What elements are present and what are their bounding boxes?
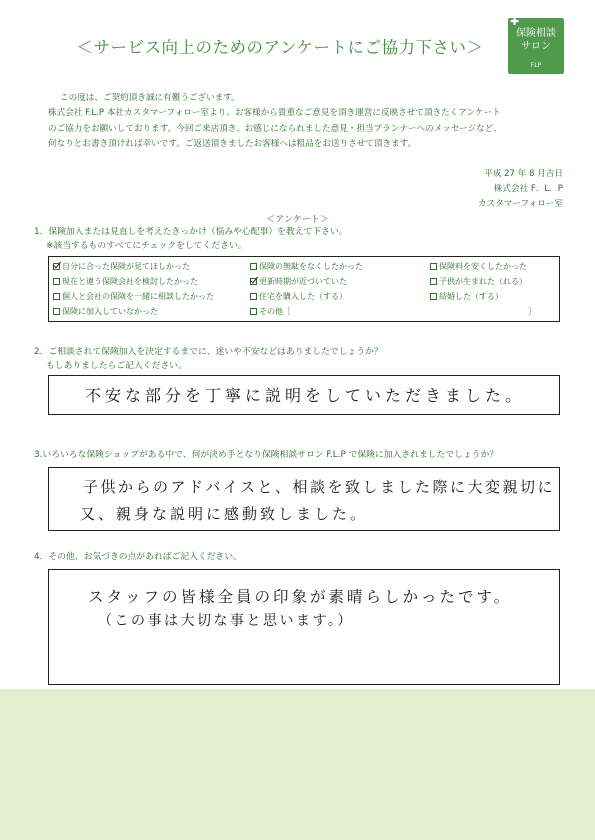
- handwritten-answer-q4-line2: （この事は大切な事と思います。）: [98, 613, 354, 629]
- handwritten-answer-q3-line2: 又、親身な説明に感動致しました。: [80, 505, 369, 523]
- handwritten-answer-q3-line1: 子供からのアドバイスと、相談を致しました際に大変親切に: [83, 478, 556, 496]
- q1-option[interactable]: [430, 291, 503, 302]
- question-2-text-line2: もしありましたらご記入ください。: [46, 360, 187, 371]
- question-2-text: 2．ご相談されて保険加入を決定するまでに、迷いや不安などはありましたでしょうか？: [34, 347, 383, 357]
- issue-date: 平成 27 年 8 月吉日: [484, 169, 563, 179]
- intro-line: 何なりとお書き頂ければ幸いです。ご返送頂きましたお客様へは粗品をお送りさせて頂きます。: [48, 139, 417, 150]
- question-3: [34, 449, 498, 463]
- q1-option[interactable]: [53, 291, 214, 302]
- question-1: [34, 226, 348, 253]
- other-bracket-close: ］: [528, 307, 536, 316]
- q1-option[interactable]: [250, 291, 347, 302]
- checkbox[interactable]: [250, 308, 257, 315]
- q1-option[interactable]: [250, 261, 363, 272]
- checkbox[interactable]: [250, 293, 257, 300]
- option-label: 保険の無駄をなくしたかった: [259, 262, 363, 271]
- option-label: 更新時期が近づいていた: [259, 277, 347, 286]
- option-label: その他［: [259, 307, 291, 316]
- option-label: 自分に合った保険が見てほしかった: [62, 262, 190, 271]
- checkbox[interactable]: [53, 308, 60, 315]
- logo-mark: FLP: [530, 62, 542, 69]
- checkbox[interactable]: [430, 278, 437, 285]
- intro-line: のご協力をお願いしております。今回ご来店頂き、お感じになられました意見・担当プランナーへのメッセージなど、: [48, 123, 502, 134]
- option-label: 現在と違う保険会社を検討したかった: [62, 277, 198, 286]
- bottom-background: [0, 689, 595, 840]
- intro-paragraph: [48, 91, 568, 153]
- survey-title: ＜アンケート＞: [266, 215, 329, 225]
- department-name: カスタマーフォロー室: [477, 198, 563, 209]
- option-label: 保険に加入していなかった: [62, 307, 158, 316]
- intro-line: この度は、ご契約頂き誠に有難うございます。: [60, 93, 240, 103]
- checkbox[interactable]: [53, 278, 60, 285]
- option-label: 住宅を購入した（する）: [259, 292, 347, 301]
- company-name: 株式会社 F．L．P: [493, 183, 563, 194]
- q1-option[interactable]: [53, 306, 158, 317]
- checkbox-checked[interactable]: [53, 263, 60, 270]
- question-3-text: 3.いろいろな保険ショップがある中で、何が決め手となり保険相談サロン F.L.P で保険に加入されましたでしょうか？: [34, 450, 499, 460]
- q1-option[interactable]: [53, 276, 198, 287]
- page-title: ＜サービス向上のためのアンケートにご協力下さい＞: [76, 38, 484, 57]
- q1-option[interactable]: [430, 261, 527, 272]
- sender-block: [478, 167, 563, 211]
- option-label: 保険料を安くしたかった: [439, 262, 527, 271]
- option-label: 子供が生まれた（れる）: [439, 277, 527, 286]
- brand-logo: [508, 15, 564, 74]
- checkbox-checked[interactable]: [250, 278, 257, 285]
- logo-line1: 保険相談: [516, 28, 556, 39]
- question-4-text: 4．その他、お気づきの点があればご記入ください。: [34, 552, 242, 562]
- question-1-note: ※該当するものすべてにチェックをしてください。: [46, 240, 247, 251]
- q1-option[interactable]: [250, 276, 347, 287]
- option-label: 結婚した（する）: [439, 292, 503, 301]
- q1-option-other[interactable]: [250, 306, 291, 317]
- handwritten-answer-q4-line1: スタッフの皆様全員の印象が素晴らしかったです。: [88, 588, 513, 606]
- option-label: 個人と会社の保険を一緒に相談したかった: [62, 292, 214, 301]
- q1-option[interactable]: [430, 276, 527, 287]
- question-2: [34, 346, 383, 373]
- checkbox[interactable]: [430, 263, 437, 270]
- intro-line: 株式会社 F.L.P 本社カスタマーフォロー室より、お客様から貴重なご意見を頂き運営に反映させて頂きたくアンケート: [48, 108, 501, 119]
- checkbox[interactable]: [430, 293, 437, 300]
- checkbox[interactable]: [53, 293, 60, 300]
- checkbox[interactable]: [250, 263, 257, 270]
- plus-icon: ✚: [510, 15, 520, 28]
- handwritten-answer-q2: 不安な部分を丁寧に説明をしていただきました。: [85, 386, 526, 405]
- question-4: [34, 551, 242, 565]
- logo-line2: サロン: [521, 41, 551, 52]
- q1-option[interactable]: [53, 261, 190, 272]
- question-1-text: 1．保険加入または見直しを考えたきっかけ（悩みや心配事）を教えて下さい。: [34, 227, 348, 237]
